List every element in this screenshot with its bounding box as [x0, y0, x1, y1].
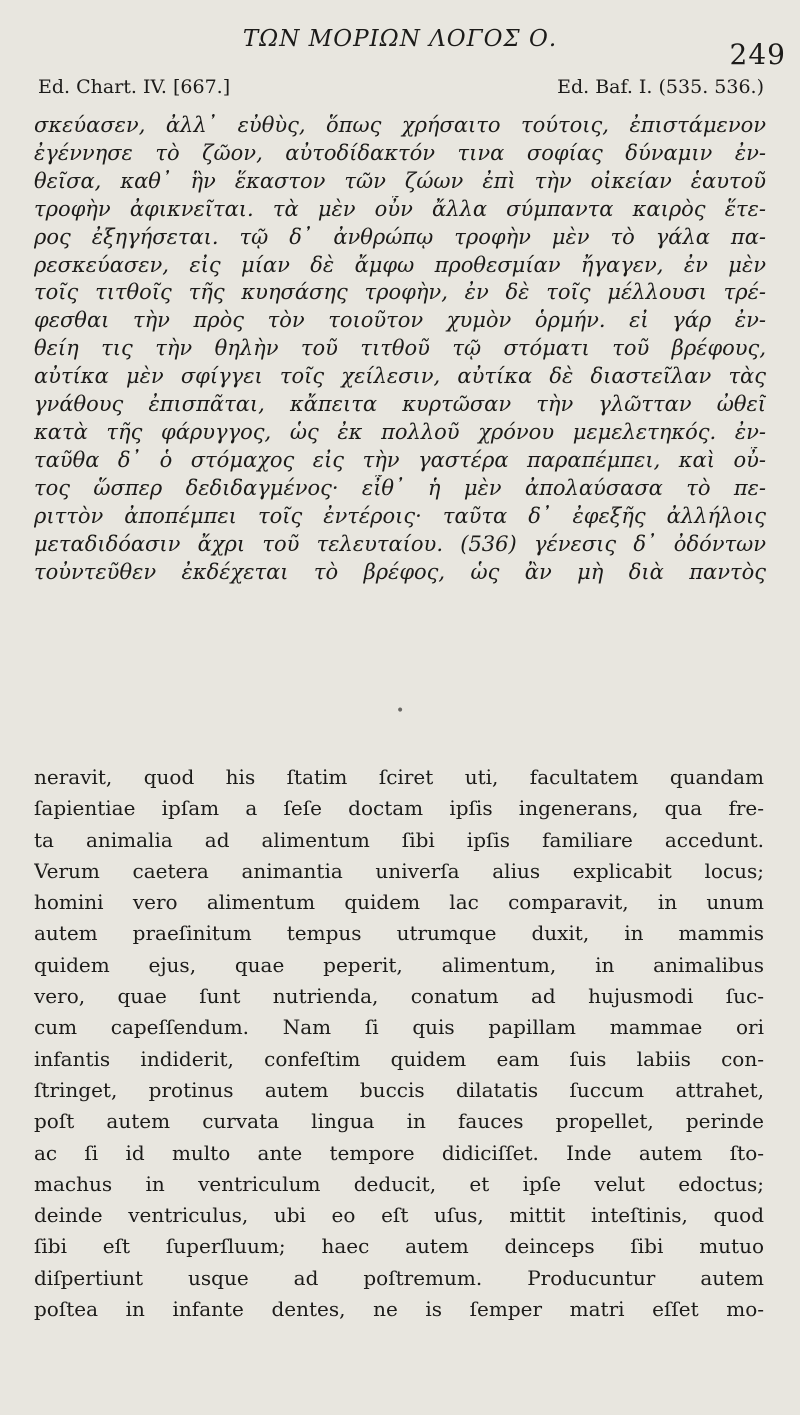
latin-text-line: ſtringet, protinus autem buccis dilatatis ſuccum attrahet,	[34, 1077, 764, 1102]
running-title: ΤΩΝ ΜΟΡΙΩΝ ΛΟΓΟΣ Ο.	[242, 26, 558, 52]
latin-text-line: vero, quae ſunt nutrienda, conatum ad hujusmodi ſuc-	[34, 984, 764, 1009]
greek-text-line: θείη τις τὴν θηλὴν τοῦ τιτθοῦ τῷ στόματι τοῦ βρέφους,	[34, 336, 766, 361]
greek-text-line: μεταδιδόασιν ἄχρι τοῦ τελευταίου. (536) γένεσις δ᾽ ὀδόντων	[34, 531, 766, 556]
greek-text-line: ταῦθα δ᾽ ὁ στόμαχος εἰς τὴν γαστέρα παραπέμπει, καὶ οὖ-	[34, 447, 766, 472]
latin-text-line: quidem ejus, quae peperit, alimentum, in animalibus	[34, 952, 764, 977]
greek-text-line: τροφὴν ἀφικνεῖται. τὰ μὲν οὖν ἄλλα σύμπαντα καιρὸς ἕτε-	[34, 196, 766, 221]
latin-text-line: ſapientiae ipſam a ſeſe doctam ipſis ingenerans, qua fre-	[34, 796, 764, 821]
greek-text-line: ἐγέννησε τὸ ζῶον, αὐτοδίδακτόν τινα σοφίας δύναμιν ἐν-	[34, 140, 766, 165]
greek-text-block	[34, 112, 766, 586]
latin-text-line: poſtea in infante dentes, ne is ſemper matri eſſet mo-	[34, 1297, 764, 1322]
latin-text-line: neravit, quod his ſtatim ſciret uti, facultatem quandam	[34, 765, 764, 789]
latin-text-block	[34, 762, 764, 1325]
divider-mark: •	[396, 703, 405, 719]
latin-text-line: cum capeſſendum. Nam ſi quis papillam mammae ori	[34, 1015, 764, 1040]
greek-text-line: σκεύασεν, ἀλλ᾽ εὐθὺς, ὅπως χρήσαιτο τούτοις, ἐπιστάμενον	[34, 113, 766, 137]
greek-text-line: τοὐντεῦθεν ἐκδέχεται τὸ βρέφος, ὡς ἂν μὴ διὰ παντὸς	[34, 559, 766, 584]
greek-text-line: ρος ἐξηγήσεται. τῷ δ᾽ ἀνθρώπῳ τροφὴν μὲν τὸ γάλα πα-	[34, 224, 766, 249]
greek-text-line: φεσθαι τὴν πρὸς τὸν τοιοῦτον χυμὸν ὁρμήν. εἰ γάρ ἐν-	[34, 308, 766, 333]
latin-text-line: homini vero alimentum quidem lac comparavit, in unum	[34, 890, 764, 915]
greek-text-line: κατὰ τῆς φάρυγγος, ὡς ἐκ πολλοῦ χρόνου μεμελετηκός. ἐν-	[34, 419, 766, 444]
edition-reference-basel: Ed. Baf. I. (535. 536.)	[557, 76, 764, 98]
latin-text-line: ta animalia ad alimentum ſibi ipſis familiare accedunt.	[34, 827, 764, 852]
latin-text-line: autem praeſinitum tempus utrumque duxit, in mammis	[34, 921, 764, 946]
latin-text-line: Verum caetera animantia univerſa alius explicabit locus;	[34, 858, 764, 883]
latin-text-line: ac ſi id multo ante tempore didiciſſet. Inde autem ſto-	[34, 1140, 764, 1165]
greek-text-line: ριττὸν ἀποπέμπει τοῖς ἐντέροις· ταῦτα δ᾽ ἐφεξῆς ἀλλήλοις	[34, 503, 766, 528]
greek-text-line: τοῖς τιτθοῖς τῆς κυησάσης τροφὴν, ἐν δὲ τοῖς μέλλουσι τρέ-	[34, 280, 766, 305]
latin-text-line: poſt autem curvata lingua in fauces propellet, perinde	[34, 1109, 764, 1134]
greek-text-line: ρεσκεύασεν, εἰς μίαν δὲ ἄμφω προθεσμίαν ἤγαγεν, ἐν μὲν	[34, 252, 766, 277]
latin-text-line: deinde ventriculus, ubi eo eſt uſus, mittit inteſtinis, quod	[34, 1203, 764, 1228]
edition-reference-chartier: Ed. Chart. IV. [667.]	[38, 76, 231, 98]
greek-text-line: θεῖσα, καθ᾽ ἣν ἕκαστον τῶν ζώων ἐπὶ τὴν οἰκείαν ἑαυτοῦ	[34, 168, 766, 193]
greek-text-line: τος ὥσπερ δεδιδαγμένος· εἶθ᾽ ἡ μὲν ἀπολαύσασα τὸ πε-	[34, 475, 766, 500]
greek-text-line: γνάθους ἐπισπᾶται, κἄπειτα κυρτῶσαν τὴν γλῶτταν ὠθεῖ	[34, 392, 766, 417]
latin-text-line: infantis indiderit, confeſtim quidem eam ſuis labiis con-	[34, 1046, 764, 1071]
page-number: 249	[729, 38, 786, 71]
latin-text-line: machus in ventriculum deducit, et ipſe velut edoctus;	[34, 1171, 764, 1196]
latin-text-line: diſpertiunt usque ad poſtremum. Producuntur autem	[34, 1265, 764, 1290]
greek-text-line: αὐτίκα μὲν σφίγγει τοῖς χείλεσιν, αὐτίκα δὲ διαστεῖλαν τὰς	[34, 364, 766, 389]
latin-text-line: ſibi eſt ſuperſluum; haec autem deinceps ſibi mutuo	[34, 1234, 764, 1259]
